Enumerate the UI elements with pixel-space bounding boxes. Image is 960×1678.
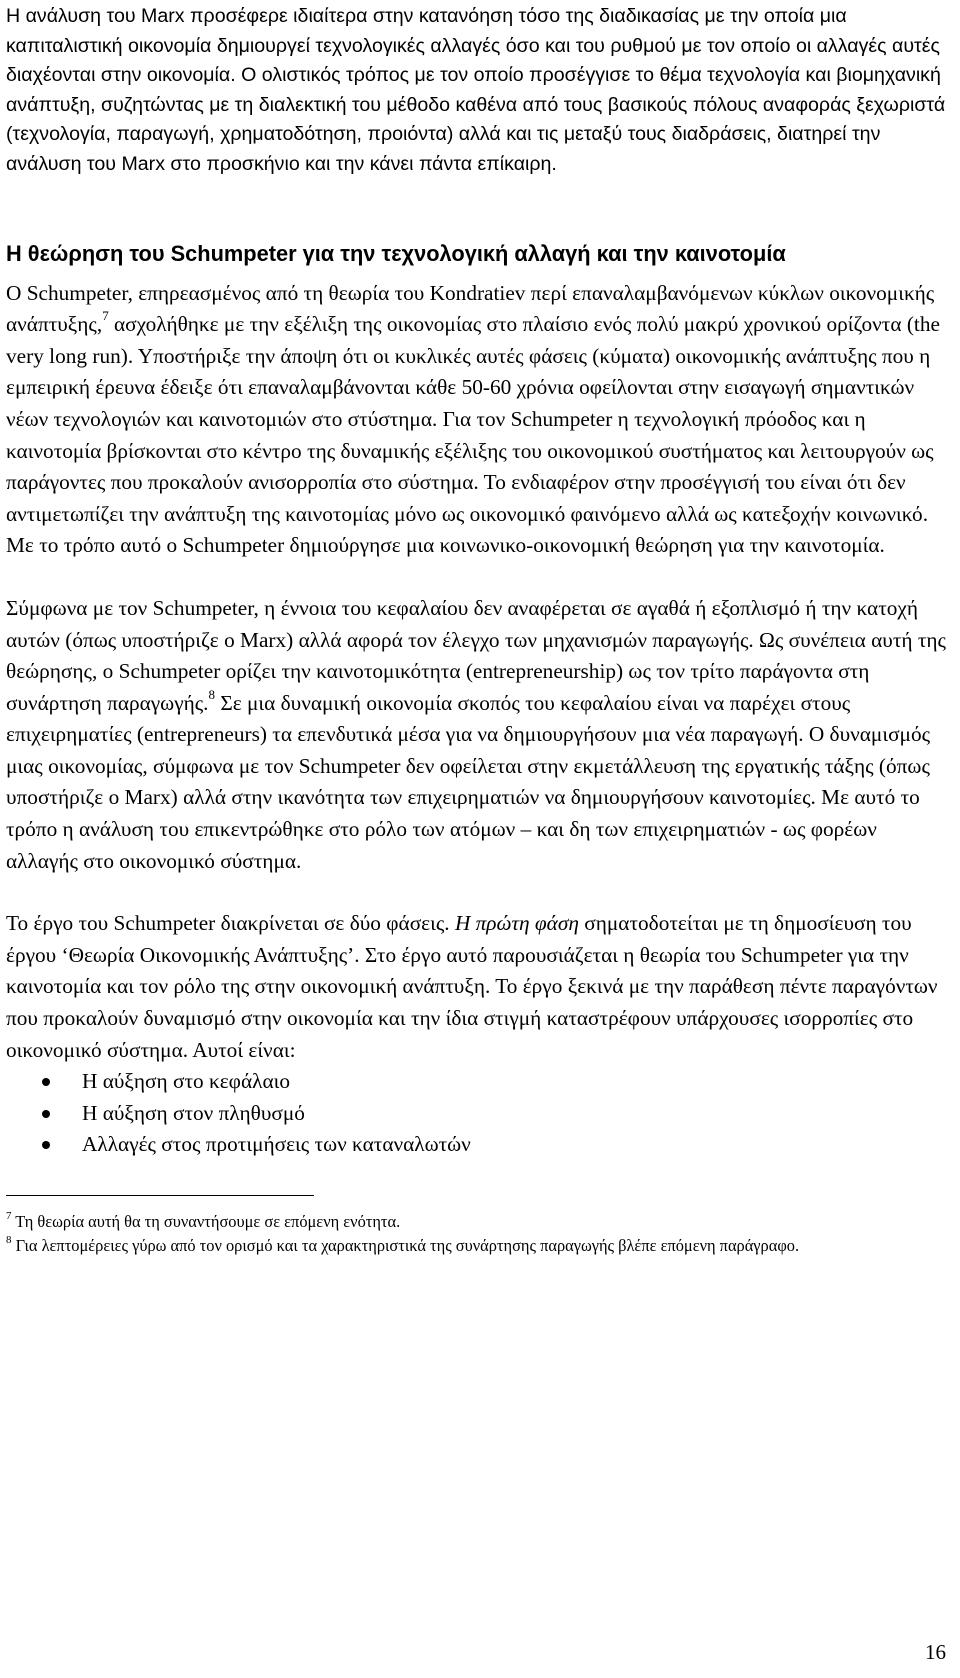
paragraph-text: Το έργο του Schumpeter διακρίνεται σε δύο φάσεις.: [6, 911, 455, 936]
section-heading: Η θεώρηση του Schumpeter για την τεχνολογική αλλαγή και την καινοτομία: [6, 240, 786, 266]
bullet-icon: [42, 1141, 50, 1149]
footnote-number: 8: [6, 1233, 12, 1246]
document-page: [6, 0, 948, 1258]
list-item-text: Η αύξηση στον πληθυσμό: [82, 1100, 305, 1125]
list-item-text: Η αύξηση στο κεφάλαιο: [82, 1069, 290, 1094]
footnote-8: [6, 1234, 948, 1258]
footnote-separator: [6, 1195, 314, 1196]
footnote-ref-8: 8: [208, 686, 216, 702]
list-item: [6, 1098, 948, 1130]
list-item: [6, 1129, 948, 1161]
footnote-text: Για λεπτομέρειες γύρω από τον ορισμό και τα χαρακτηριστικά της συνάρτησης παραγωγής βλέπε επόμενη παράγραφο.: [11, 1236, 800, 1255]
footnote-number: 7: [6, 1209, 12, 1222]
paragraph-phases: [6, 908, 948, 1066]
intro-paragraph: Η ανάλυση του Marx προσέφερε ιδιαίτερα στην κατανόηση τόσο της διαδικασίας με την οποία μια καπιταλιστική οικονομία δημιουργεί τεχνολογικές αλλαγές όσο και του ρυθμού με τον οποίο οι αλλαγές αυτές διαχέονται στην οικονομία. Ο ολιστικός τρόπος με τον οποίο προσέγγισε το θέμα τεχνολογία και βιομηχανική ανάπτυξη, συζητώντας με τη διαλεκτική του μέθοδο καθένα από τους βασικούς πόλους αναφοράς ξεχωριστά (τεχνολογία, παραγωγή, χρηματοδότηση, προιόντα) αλλά και τις μεταξύ τους διαδράσεις, διατηρεί την ανάλυση του Marx στο προσκήνιο και την κάνει πάντα επίκαιρη.: [6, 5, 946, 175]
footnote-7: [6, 1210, 948, 1234]
list-item: [6, 1066, 948, 1098]
paragraph-text: ασχολήθηκε με την εξέλιξη της οικονομίας στο πλαίσιο ενός πολύ μακρύ χρονικού ορίζοντα (the very long run). Υποστήριξε την άποψη ότι οι κυκλικές αυτές φάσεις (κύματα) οικονομικής ανάπτυξης που η εμπειρική έρευνα έδειξε ότι επαναλαμβάνονται κάθε 50-60 χρόνια οφείλονται στην εισαγωγή σημαντικών νέων τεχνολογιών και καινοτομιών στο στύστημα. Για τον Schumpeter η τεχνολογική πρόοδος και η καινοτομία βρίσκονται στο κέντρο της δυναμικής εξέλιξης του οικονομικού συστήματος και λειτουργούν ως παράγοντες που προκαλούν ανισορροπία στο σύστημα. Το ενδιαφέρον στην προσέγγισή του είναι ότι δεν αντιμετωπίζει την ανάπτυξη της καινοτομίας μόνο ως οικονομικό φαινόμενο αλλά ως κατεξοχήν κοινωνικό. Με το τρόπο αυτό ο Schumpeter δημιούργησε μια κοινωνικο-οικονομική θεώρηση για την καινοτομία.: [6, 312, 940, 558]
list-item-text: Αλλαγές στος προτιμήσεις των καταναλωτών: [82, 1132, 471, 1157]
paragraph-kondratiev: [6, 278, 948, 562]
paragraph-capital: [6, 593, 948, 877]
page-number: 16: [925, 1640, 946, 1664]
paragraph-text: Σε μια δυναμική οικονομία σκοπός του κεφαλαίου είναι να παρέχει στους επιχειρηματίες (entrepreneurs) τα επενδυτικά μέσα για να δημιουργήσουν μια νέα παραγωγή. Ο δυναμισμός μιας οικονομίας, σύμφωνα με τον Schumpeter δεν οφείλεται στην εκμετάλλευση της εργατικής τάξης (όπως υποστήριζε ο Marx) αλλά στην ικανότητα των επιχειρηματιών να δημιουργήσουν καινοτομίες. Με αυτό το τρόπο η ανάλυση του επικεντρώθηκε στο ρόλο των ατόμων – και δη των επιχειρηματιών - ως φορέων αλλαγής στο οικονομικό σύστημα.: [6, 690, 931, 873]
footnote-ref-7: 7: [102, 308, 109, 324]
paragraph-text: Σύμφωνα με τον Schumpeter, η έννοια του κεφαλαίου δεν αναφέρεται σε αγαθά ή εξοπλισμό ή την κατοχή αυτών (όπως υποστήριζε ο Marx) αλλά αφορά τον έλεγχο των μηχανισμών παραγωγής. Ως συνέπεια αυτή της θεώρησης, ο Schumpeter ορίζει την καινοτομικότητα (entrepreneurship) ως τον τρίτο παράγοντα στη συνάρτηση παραγωγής.: [6, 595, 946, 715]
bullet-icon: [42, 1110, 50, 1118]
factors-list: [6, 1066, 948, 1161]
paragraph-text: Ο Schumpeter, επηρεασμένος από τη θεωρία του Kondratiev περί επαναλαμβανόμενων κύκλων οικονομικής ανάπτυξης,: [6, 280, 935, 337]
bullet-icon: [42, 1078, 50, 1086]
paragraph-text: σηματοδοτείται με τη δημοσίευση του έργου ‘Θεωρία Οικονομικής Ανάπτυξης’. Στο έργο αυτό παρουσιάζεται η θεωρία του Schumpeter για την καινοτομία και τον ρόλο της στην οικονομική ανάπτυξη. Το έργο ξεκινά με την παράθεση πέντε παραγόντων που προκαλούν δυναμισμό στην οικονομία και την ίδια στιγμή καταστρέφουν υπάρχουσες ισορροπίες στο οικονομικό σύστημα. Αυτοί είναι:: [6, 911, 938, 1062]
italic-emphasis: Η πρώτη φάση: [454, 911, 579, 936]
footnote-text: Τη θεωρία αυτή θα τη συναντήσουμε σε επόμενη ενότητα.: [11, 1212, 401, 1231]
